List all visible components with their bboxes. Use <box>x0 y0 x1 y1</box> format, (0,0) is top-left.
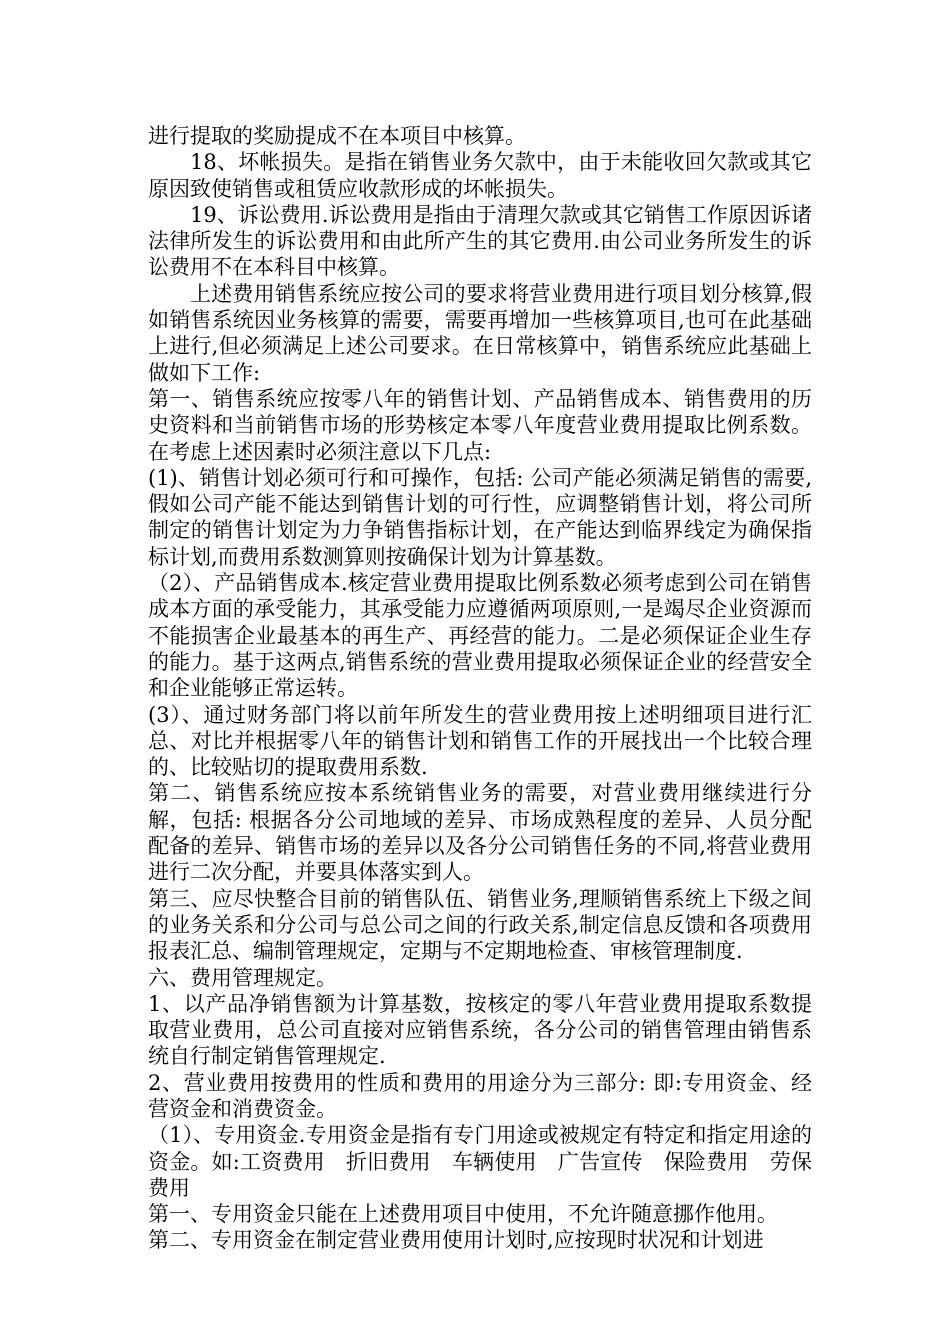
paragraph-item-1: (1)、销售计划必须可行和可操作，包括: 公司产能必须满足销售的需要,假如公司产能不能达到销售计划的可行性，应调整销售计划，将公司所制定的销售计划定为力争销售指标计划，在产能达到临界线定为确保指标计划,而费用系数测算则按确保计划为计算基数。 <box>148 465 812 569</box>
paragraph-third: 第三、应尽快整合目前的销售队伍、销售业务,理顺销售系统上下级之间的业务关系和分公司与总公司之间的行政关系,制定信息反馈和各项费用报表汇总、编制管理规定，定期与不定期地检查、审核管理制度. <box>148 886 812 964</box>
paragraph-rule-1: 1、以产品净销售额为计算基数，按核定的零八年营业费用提取系数提取营业费用，总公司直接对应销售系统，各分公司的销售管理由销售系统自行制定销售管理规定. <box>148 991 812 1069</box>
paragraph-litigation-fees: 19、诉讼费用.诉讼费用是指由于清理欠款或其它销售工作原因诉诸法律所发生的诉讼费用和由此所产生的其它费用.由公司业务所发生的诉讼费用不在本科目中核算。 <box>148 202 812 280</box>
document-body <box>148 123 812 1254</box>
paragraph-special-first: 第一、专用资金只能在上述费用项目中使用，不允许随意挪作他用。 <box>148 1202 778 1227</box>
paragraph-rule-2: 2、营业费用按费用的性质和费用的用途分为三部分: 即:专用资金、经营资金和消费资金。 <box>148 1070 812 1121</box>
paragraph-first: 第一、销售系统应按零八年的销售计划、产品销售成本、销售费用的历史资料和当前销售市场的形势核定本零八年度营业费用提取比例系数。在考虑上述因素时必须注意以下几点: <box>148 386 812 464</box>
paragraph-summary: 上述费用销售系统应按公司的要求将营业费用进行项目划分核算,假如销售系统因业务核算的需要，需要再增加一些核算项目,也可在此基础上进行,但必须满足上述公司要求。在日常核算中，销售系统应此基础上做如下工作: <box>148 281 812 385</box>
paragraph: 进行提取的奖励提成不在本项目中核算。 <box>148 124 526 148</box>
paragraph-bad-debt-loss: 18、坏帐损失。是指在销售业务欠款中，由于未能收回欠款或其它原因致使销售或租赁应收款形成的坏帐损失。 <box>148 150 812 201</box>
paragraph-second: 第二、销售系统应按本系统销售业务的需要，对营业费用继续进行分解，包括: 根据各分公司地域的差异、市场成熟程度的差异、人员分配配备的差异、销售市场的差异以及各分公司销售任务的不同,将营业费用进行二次分配，并要具体落实到人。 <box>148 781 812 885</box>
paragraph-special-funds: （1）、专用资金.专用资金是指有专门用途或被规定有特定和指定用途的资金。如:工资费用 折旧费用 车辆使用 广告宣传 保险费用 劳保费用 <box>148 1123 812 1200</box>
paragraph-special-second: 第二、专用资金在制定营业费用使用计划时,应按现时状况和计划进 <box>148 1228 764 1253</box>
paragraph-item-2: （2）、产品销售成本.核定营业费用提取比例系数必须考虑到公司在销售成本方面的承受能力，其承受能力应遵循两项原则,一是竭尽企业资源而不能损害企业最基本的再生产、再经营的能力。二是必须保证企业生存的能力。基于这两点,销售系统的营业费用提取必须保证企业的经营安全和企业能够正常运转。 <box>148 571 812 701</box>
section-heading: 六、费用管理规定。 <box>148 965 337 990</box>
paragraph-item-3: (3）、通过财务部门将以前年所发生的营业费用按上述明细项目进行汇总、对比并根据零八年的销售计划和销售工作的开展找出一个比较合理的、比较贴切的提取费用系数. <box>148 702 812 780</box>
